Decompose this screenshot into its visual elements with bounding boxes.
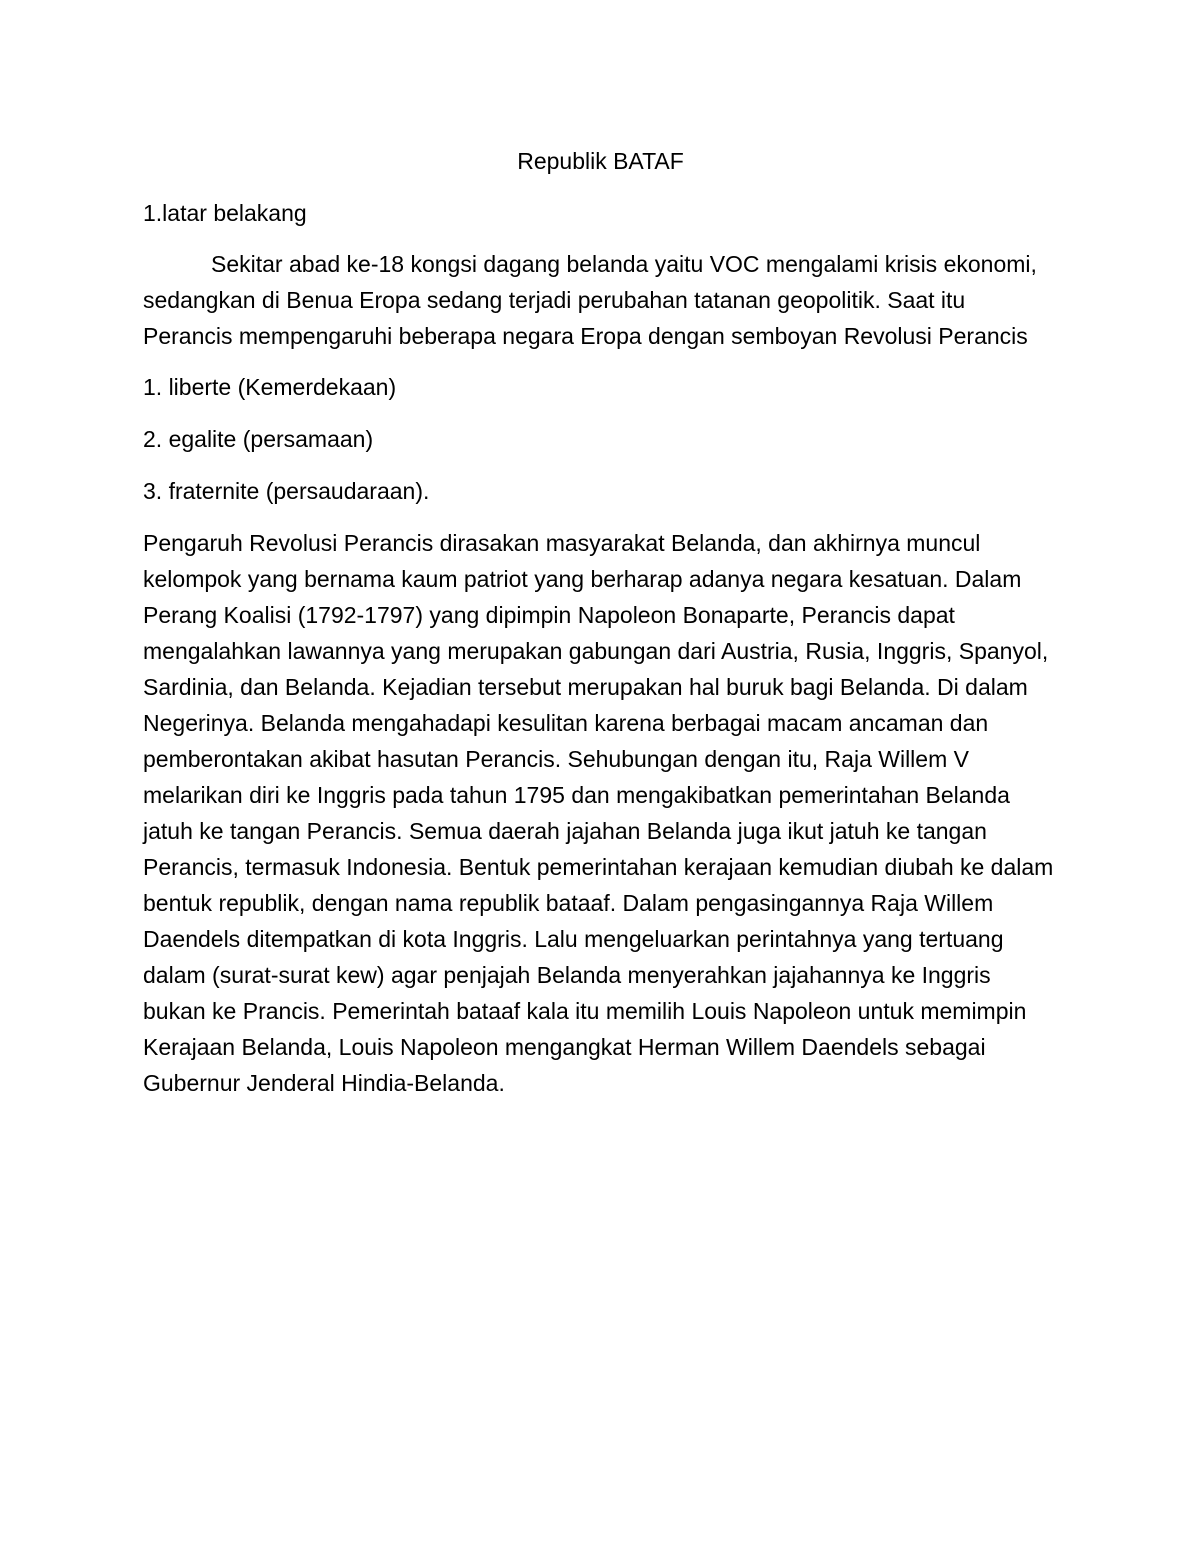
- document-content: [143, 143, 1058, 1116]
- intro-paragraph: Sekitar abad ke-18 kongsi dagang belanda yaitu VOC mengalami krisis ekonomi, sedangkan di Benua Eropa sedang terjadi perubahan tatanan geopolitik. Saat itu Perancis mempengaruhi beberapa negara Eropa dengan semboyan Revolusi Perancis: [143, 251, 1037, 349]
- section-heading: 1.latar belakang: [143, 200, 307, 226]
- list-item-fraternite: 3. fraternite (persaudaraan).: [143, 478, 430, 504]
- document-title: Republik BATAF: [517, 148, 684, 174]
- list-item-liberte: 1. liberte (Kemerdekaan): [143, 374, 397, 400]
- list-item-egalite: 2. egalite (persamaan): [143, 426, 374, 452]
- body-paragraph: Pengaruh Revolusi Perancis dirasakan masyarakat Belanda, dan akhirnya muncul kelompok yang bernama kaum patriot yang berharap adanya negara kesatuan. Dalam Perang Koalisi (1792-1797) yang dipimpin Napoleon Bonaparte, Perancis dapat mengalahkan lawannya yang merupakan gabungan dari Austria, Rusia, Inggris, Spanyol, Sardinia, dan Belanda. Kejadian tersebut merupakan hal buruk bagi Belanda. Di dalam Negerinya. Belanda mengahadapi kesulitan karena berbagai macam ancaman dan pemberontakan akibat hasutan Perancis. Sehubungan dengan itu, Raja Willem V melarikan diri ke Inggris pada tahun 1795 dan mengakibatkan pemerintahan Belanda jatuh ke tangan Perancis. Semua daerah jajahan Belanda juga ikut jatuh ke tangan Perancis, termasuk Indonesia. Bentuk pemerintahan kerajaan kemudian diubah ke dalam bentuk republik, dengan nama republik bataaf. Dalam pengasingannya Raja Willem Daendels ditempatkan di kota Inggris. Lalu mengeluarkan perintahnya yang tertuang dalam (surat-surat kew) agar penjajah Belanda menyerahkan jajahannya ke Inggris bukan ke Prancis. Pemerintah bataaf kala itu memilih Louis Napoleon untuk memimpin Kerajaan Belanda, Louis Napoleon mengangkat Herman Willem Daendels sebagai Gubernur Jenderal Hindia-Belanda.: [143, 530, 1054, 1096]
